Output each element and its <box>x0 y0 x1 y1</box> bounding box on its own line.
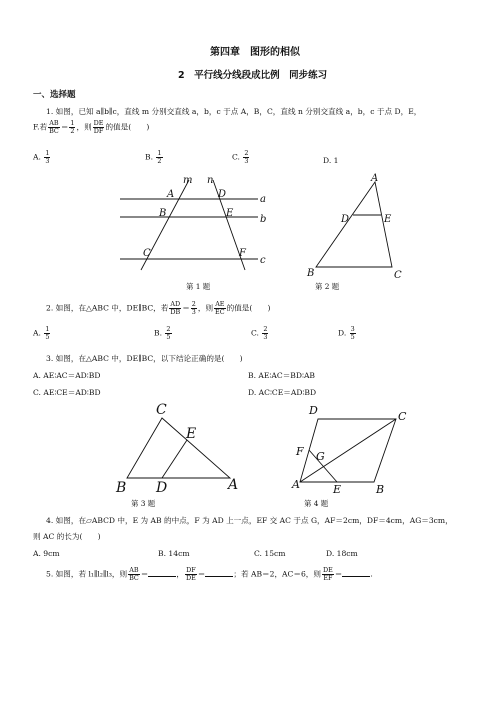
fig3-label-A: A <box>228 477 239 493</box>
fig1-label-A: A <box>167 189 175 200</box>
q1-lead: F.若 <box>33 122 48 132</box>
q4-option-d[interactable]: D. 18cm <box>326 549 358 558</box>
q1-line1: 1. 如图，已知 a∥b∥c，直线 m 分别交直线 a，b，c 于点 A，B，C，直线 n 分别交直线 a，b，c 于点 D，E， <box>46 107 422 116</box>
q2-option-a[interactable]: A. $\frac{1}{5}$ <box>33 325 50 341</box>
q5-blank-3[interactable] <box>342 568 370 577</box>
chapter-title: 第四章 图形的相似 <box>210 47 300 58</box>
q5-blank-2[interactable] <box>205 568 233 577</box>
q5-frac-ab-bc: $\frac{AB}{BC}$ <box>129 566 139 582</box>
fig2-label-A: A <box>371 173 379 184</box>
fig1-label-b: b <box>260 214 267 225</box>
q5-blank-1[interactable] <box>148 568 176 577</box>
fig4-caption: 第 4 题 <box>304 499 329 508</box>
part-heading: 一、选择题 <box>33 90 76 100</box>
section-title: 2 平行线分线段成比例 同步练习 <box>178 70 328 81</box>
diagonal-ac <box>300 419 396 482</box>
q4-line2: 则 AC 的长为( ) <box>33 532 101 541</box>
fig2-label-B: B <box>307 268 315 279</box>
q4-option-a[interactable]: A. 9cm <box>33 549 60 558</box>
fig2-caption: 第 2 题 <box>315 282 340 291</box>
fig3-label-B: B <box>116 480 127 496</box>
q1-frac-de-df: $\frac{DE}{DF}$ <box>93 119 104 135</box>
q2-option-d[interactable]: D. $\frac{3}{5}$ <box>338 325 355 341</box>
fig1-label-n: n <box>207 175 214 186</box>
q1-line2: F.若 $\frac{AB}{BC}$ ＝ $\frac{1}{2}$ ，则 $\frac{DE}{DF}$ 的值是( ) <box>33 119 150 135</box>
q2-option-b[interactable]: B. $\frac{2}{5}$ <box>154 325 171 341</box>
q1-option-c[interactable]: C. $\frac{2}{3}$ <box>232 149 249 165</box>
fig3-label-E: E <box>186 426 197 442</box>
fig3-label-D: D <box>156 480 168 496</box>
figure-2 <box>302 172 402 282</box>
fig1-caption: 第 1 题 <box>186 282 211 291</box>
fig1-label-B: B <box>159 208 167 219</box>
fig4-label-C: C <box>398 410 407 423</box>
fig4-label-B: B <box>376 483 385 496</box>
fig1-label-a: a <box>260 194 266 205</box>
fig4-label-E: E <box>333 483 342 496</box>
triangle-abc <box>316 182 392 267</box>
segment-de <box>162 440 187 478</box>
q5-frac-de-ef: $\frac{DE}{EF}$ <box>322 566 333 582</box>
fig1-label-C: C <box>143 248 151 259</box>
q4-option-c[interactable]: C. 15cm <box>254 549 286 558</box>
fig4-label-F: F <box>296 445 304 458</box>
figure-4 <box>286 398 416 498</box>
fig1-label-m: m <box>183 175 193 186</box>
fig1-label-E: E <box>226 208 234 219</box>
q5-stem: 5. 如图，若 l₁∥l₂∥l₃，则 $\frac{AB}{BC}$ ＝ ， $\frac{DF}{DE}$ ＝ ；若 AB＝2，AC＝6，则 $\frac{DE}{EF}$ ＝ . <box>46 566 373 582</box>
q2-frac-ae-ec: $\frac{AE}{EC}$ <box>215 300 225 316</box>
triangle-abc <box>127 418 230 478</box>
fig1-label-c: c <box>260 255 266 266</box>
q1-option-a[interactable]: A. $\frac{1}{3}$ <box>33 149 50 165</box>
q2-stem: 2. 如图，在△ABC 中，DE∥BC，若 $\frac{AD}{DB}$ ＝ $\frac{2}{3}$ ，则 $\frac{AE}{EC}$ 的值是( ) <box>46 300 271 316</box>
q5-frac-df-de: $\frac{DF}{DE}$ <box>185 566 196 582</box>
q3-option-d[interactable]: D. AC∶CE＝AD∶BD <box>248 388 317 397</box>
fig1-label-F: F <box>239 248 246 259</box>
q2-frac-ratio: $\frac{2}{3}$ <box>191 300 196 316</box>
q4-option-b[interactable]: B. 14cm <box>158 549 190 558</box>
q3-option-a[interactable]: A. AE∶AC＝AD∶BD <box>33 371 101 380</box>
fig3-label-C: C <box>156 402 167 418</box>
figure-1 <box>110 172 280 272</box>
q2-frac-ad-db: $\frac{AD}{DB}$ <box>170 300 181 316</box>
q1-option-b[interactable]: B. $\frac{1}{2}$ <box>145 149 162 165</box>
fig4-label-A: A <box>292 478 300 491</box>
q3-option-c[interactable]: C. AE∶CE＝AD∶BD <box>33 388 101 397</box>
q3-option-b[interactable]: B. AE∶AC＝BD∶AB <box>248 371 316 380</box>
figure-3 <box>112 398 248 496</box>
fig4-label-D: D <box>309 404 318 417</box>
q1-frac-ab-bc: $\frac{AB}{BC}$ <box>49 119 59 135</box>
fig3-caption: 第 3 题 <box>131 499 156 508</box>
q4-line1: 4. 如图，在▱ABCD 中，E 为 AB 的中点，F 为 AD 上一点，EF 交 AC 于点 G，AF＝2cm，DF＝4cm，AG＝3cm， <box>46 516 453 525</box>
fig2-label-E: E <box>384 214 392 225</box>
q2-option-c[interactable]: C. $\frac{2}{3}$ <box>251 325 268 341</box>
fig4-label-G: G <box>316 450 325 463</box>
q1-frac-ratio: $\frac{1}{2}$ <box>70 119 75 135</box>
q3-stem: 3. 如图，在△ABC 中，DE∥BC，以下结论正确的是( ) <box>46 354 243 363</box>
fig2-label-C: C <box>394 270 402 281</box>
fig2-label-D: D <box>341 214 350 225</box>
fig1-label-D: D <box>218 189 227 200</box>
q1-option-d[interactable]: D. 1 <box>323 156 339 165</box>
